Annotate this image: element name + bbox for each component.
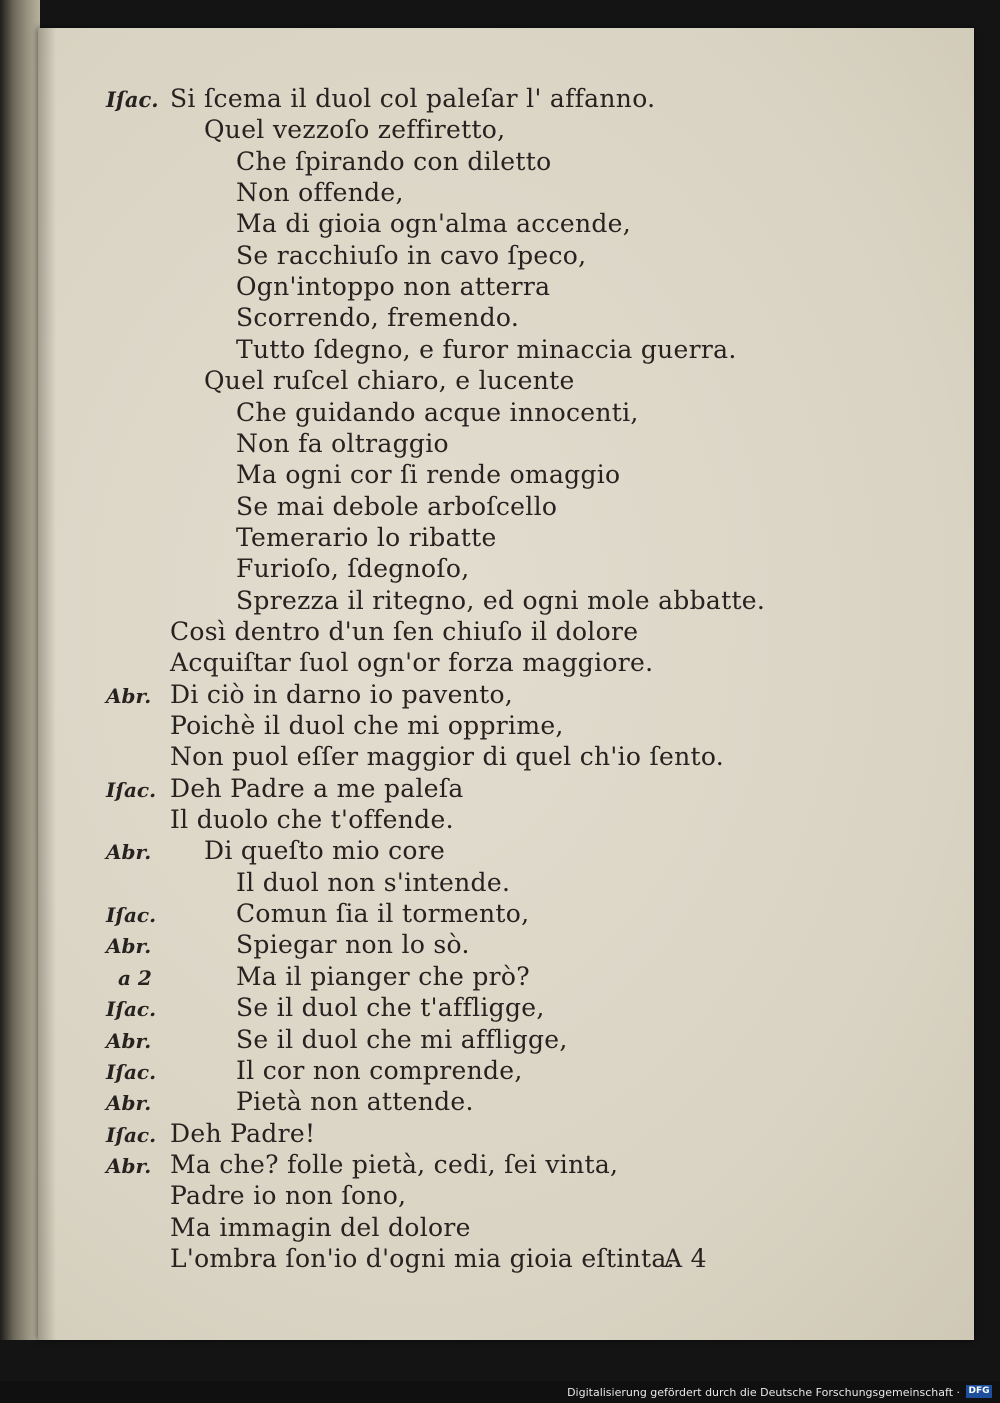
speaker-label: Iſac. — [106, 903, 157, 928]
verse-line: Ogn'intoppo non atterra — [236, 272, 551, 302]
verse-line: Il duol non s'intende. — [236, 867, 511, 897]
verse-line: Furioſo, ſdegnoſo, — [236, 554, 470, 584]
verse-line: Spiegar non lo sò. — [236, 930, 470, 960]
verse-line: Che ſpirando con diletto — [236, 146, 552, 176]
page-signature: A 4 — [664, 1243, 707, 1273]
verse-line: Quel vezzoſo zeffiretto, — [204, 115, 506, 145]
verse-line: Se il duol che t'affligge, — [236, 993, 545, 1023]
verse-line: Ma il pianger che prò? — [236, 961, 530, 991]
speaker-label: Abr. — [106, 934, 152, 959]
verse-line: Se mai debole arboſcello — [236, 491, 558, 521]
verse-line: Se il duol che mi affligge, — [236, 1024, 568, 1054]
speaker-label: Iſac. — [106, 997, 157, 1022]
speaker-label: a 2 — [118, 965, 152, 990]
verse-line: Così dentro d'un ſen chiuſo il dolore — [170, 616, 639, 646]
verse-line: Temerario lo ribatte — [236, 522, 497, 552]
verse-line: Deh Padre! — [170, 1118, 316, 1148]
speaker-label: Iſac. — [106, 777, 157, 802]
verse-line: Di queſto mio core — [204, 836, 446, 866]
verse-line: Non fa oltraggio — [236, 428, 449, 458]
speaker-label: Iſac. — [106, 1122, 157, 1147]
verse-line: Se racchiuſo in cavo ſpeco, — [236, 240, 587, 270]
dfg-logo: DFG — [966, 1385, 992, 1398]
verse-line: Ma immagin del dolore — [170, 1212, 471, 1242]
verse-line: Di ciò in darno io pavento, — [170, 679, 514, 709]
speaker-label: Abr. — [106, 1091, 152, 1116]
verse-line: Ma ogni cor ſi rende omaggio — [236, 460, 621, 490]
speaker-label: Abr. — [106, 683, 152, 708]
verse-line: Acquiſtar ſuol ogn'or forza maggiore. — [170, 648, 654, 678]
speaker-label: Iſac. — [106, 87, 159, 112]
verse-line: Comun ſia il tormento, — [236, 899, 530, 929]
verse-line: Poichè il duol che mi opprime, — [170, 711, 564, 740]
verse-line: Il duolo che t'offende. — [170, 805, 454, 835]
verse-line: Padre io non ſono, — [170, 1181, 407, 1211]
speaker-label: Iſac. — [106, 1059, 157, 1084]
verse-line: Ma di gioia ogn'alma accende, — [236, 209, 632, 239]
verse-line: Quel ruſcel chiaro, e lucente — [204, 366, 575, 396]
verse-line: Si ſcema il duol col paleſar l' affanno. — [170, 84, 656, 113]
verse-line: Sprezza il ritegno, ed ogni mole abbatte. — [236, 585, 766, 615]
speaker-label: Abr. — [106, 1153, 152, 1178]
funding-credit: Digitalisierung gefördert durch die Deutsche Forschungsgemeinschaft · — [567, 1386, 960, 1399]
verse-line: Scorrendo, fremendo. — [236, 303, 520, 333]
verse-line: Pietà non attende. — [236, 1087, 474, 1117]
verse-line: Non offende, — [236, 178, 404, 208]
verse-line: Il cor non comprende, — [236, 1055, 523, 1085]
speaker-label: Abr. — [106, 840, 152, 865]
verse-line: L'ombra ſon'io d'ogni mia gioia eſtinta. — [170, 1243, 675, 1273]
verse-line: Deh Padre a me paleſa — [170, 773, 464, 803]
verse-line: Ma che? folle pietà, cedi, ſei vinta, — [170, 1149, 619, 1179]
verse-line: Non puol eſſer maggior di quel ch'io ſento. — [170, 742, 725, 772]
verse-line: Che guidando acque innocenti, — [236, 397, 639, 427]
verse-line: Tutto ſdegno, e furor minaccia guerra. — [236, 334, 737, 364]
speaker-label: Abr. — [106, 1028, 152, 1053]
